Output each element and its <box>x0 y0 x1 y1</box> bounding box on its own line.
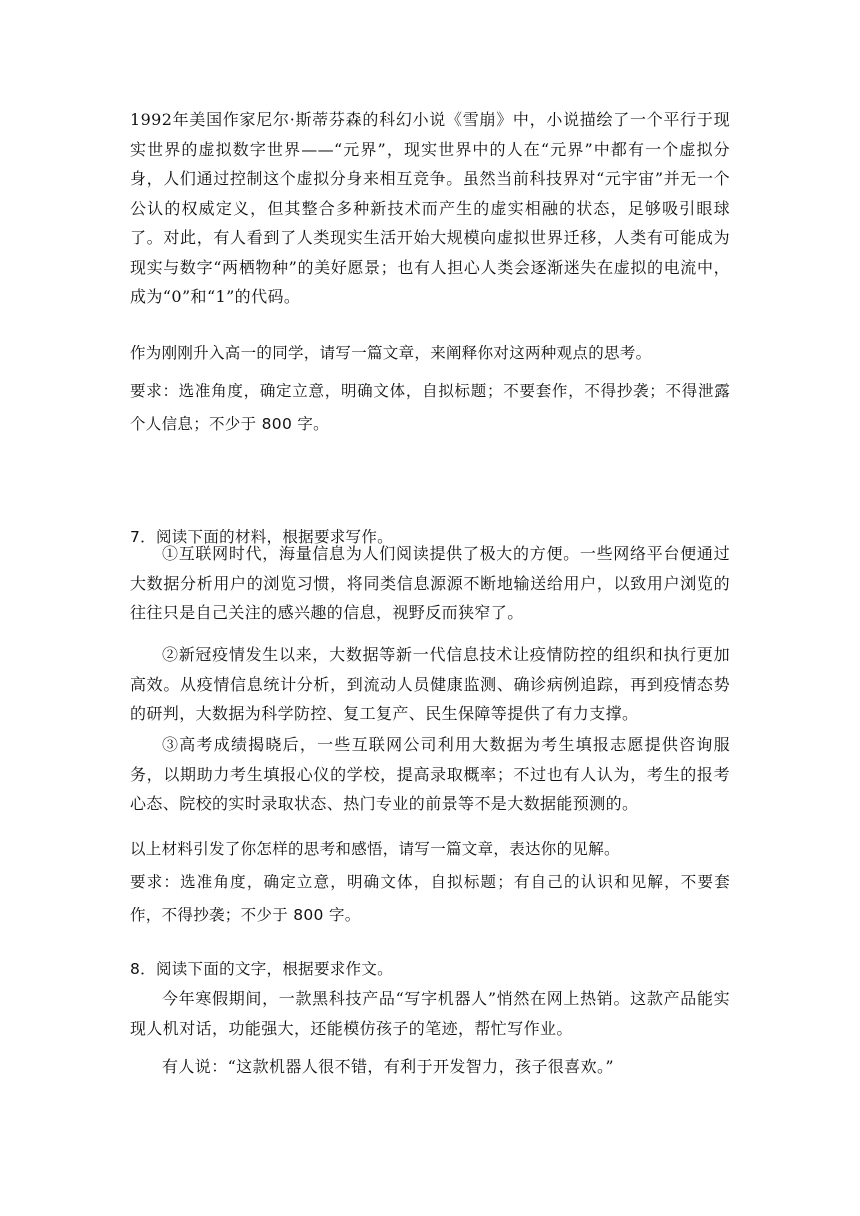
q8-para1: 今年寒假期间，一款黑科技产品“写字机器人”悄然在网上热销。这款产品能实现人机对话，功能强大，还能模仿孩子的笔迹，帮忙写作业。 <box>130 989 730 1038</box>
q6-requirement-block <box>130 375 730 441</box>
q6-material: 1992年美国作家尼尔·斯蒂芬森的科幻小说《雪崩》中，小说描绘了一个平行于现实世界的虚拟数字世界——“元界”，现实世界中的人在“元界”中都有一个虚拟分身，人们通过控制这个虚拟分身来相互竞争。虽然当前科技界对“元宇宙”并无一个公认的权威定义，但其整合多种新技术而产生的虚实相融的状态，足够吸引眼球了。对此，有人看到了人类现实生活开始大规模向虚拟世界迁移，人类有可能成为现实与数字“两栖物种”的美好愿景；也有人担心人类会逐渐迷失在虚拟的电流中，成为“0”和“1”的代码。 <box>130 110 730 306</box>
q7-task-block <box>130 835 730 865</box>
q8-heading-block <box>130 955 730 985</box>
q8-para1-block <box>130 984 730 1043</box>
q7-item1: ①互联网时代，海量信息为人们阅读提供了极大的方便。一些网络平台便通过大数据分析用户的浏览习惯，将同类信息源源不断地输送给用户，以致用户浏览的往往只是自己关注的感兴趣的信息，视野反而狭窄了。 <box>130 544 730 622</box>
q6-material-block <box>130 105 730 312</box>
q8-para2-block <box>130 1052 730 1082</box>
q8-heading: 8．阅读下面的文字，根据要求作文。 <box>130 960 393 978</box>
q6-requirement: 要求：选准角度，确定立意，明确文体，自拟标题；不要套作，不得抄袭；不得泄露个人信息；不少于 800 字。 <box>130 382 730 433</box>
q6-task: 作为刚刚升入高一的同学，请写一篇文章，来阐释你对这两种观点的思考。 <box>130 344 652 362</box>
q7-item2: ②新冠疫情发生以来，大数据等新一代信息技术让疫情防控的组织和执行更加高效。从疫情信息统计分析，到流动人员健康监测、确诊病例追踪，再到疫情态势的研判，大数据为科学防控、复工复产、民生保障等提供了有力支撑。 <box>130 645 730 723</box>
q7-item2-block <box>130 640 730 729</box>
q7-requirement-block <box>130 866 730 932</box>
q7-item3: ③高考成绩揭晓后，一些互联网公司利用大数据为考生填报志愿提供咨询服务，以期助力考生填报心仪的学校，提高录取概率；不过也有人认为，考生的报考心态、院校的实时录取状态、热门专业的前景等不是大数据能预测的。 <box>130 735 730 813</box>
q6-task-block <box>130 339 730 369</box>
q7-item3-block <box>130 730 730 819</box>
q7-requirement: 要求：选准角度，确定立意，明确文体，自拟标题；有自己的认识和见解，不要套作，不得抄袭；不少于 800 字。 <box>130 873 730 924</box>
q7-task: 以上材料引发了你怎样的思考和感悟，请写一篇文章，表达你的见解。 <box>130 840 620 858</box>
q7-heading: 7．阅读下面的材料，根据要求写作。 <box>130 528 393 546</box>
q7-item1-block <box>130 539 730 628</box>
q8-para2: 有人说：“这款机器人很不错，有利于开发智力，孩子很喜欢。” <box>162 1057 614 1076</box>
